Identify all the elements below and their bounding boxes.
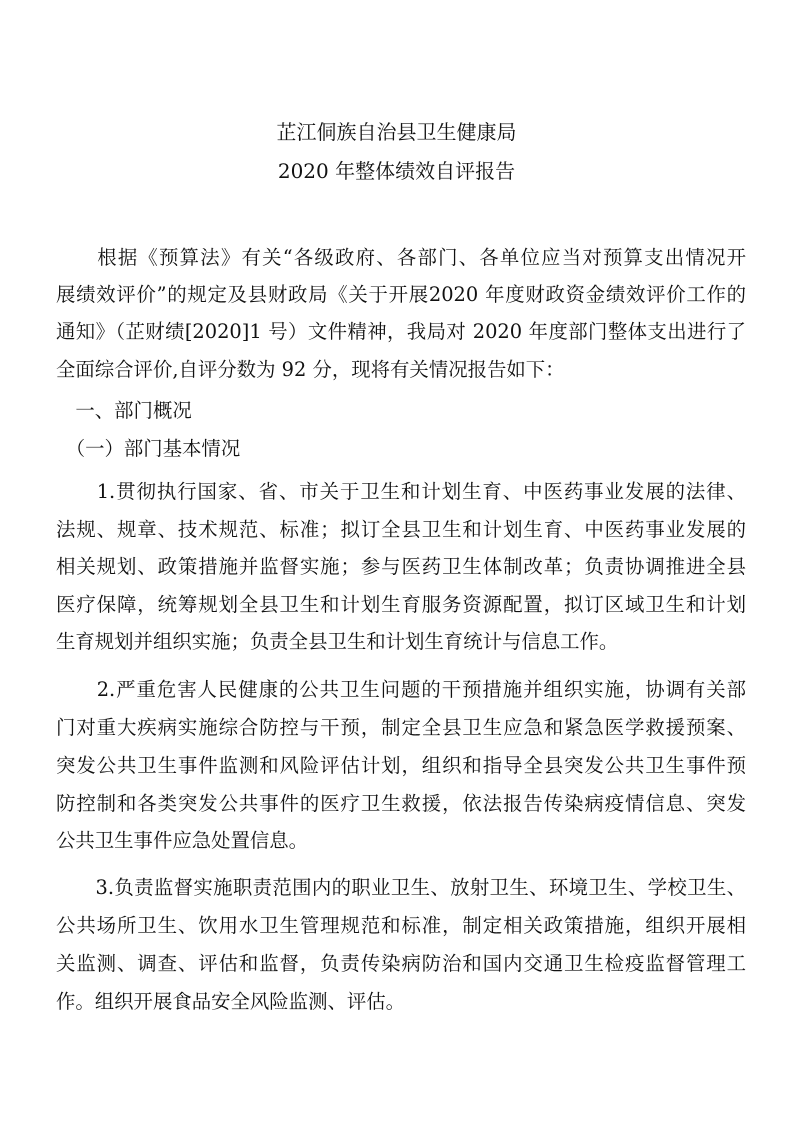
subsection-heading: （一）部门基本情况	[56, 437, 241, 460]
paragraph-line: 公共卫生事件应急处置信息。	[56, 829, 309, 852]
paragraph-line: 门对重大疾病实施综合防控与干预，制定全县卫生应急和紧急医学救援预案、	[56, 716, 746, 739]
paragraph-line: 防控制和各类突发公共事件的医疗卫生救援，依法报告传染病疫情信息、突发	[56, 792, 746, 815]
paragraph-line: 生育规划并组织实施；负责全县卫生和计划生育统计与信息工作。	[56, 630, 619, 653]
paragraph-line: 医疗保障，统筹规划全县卫生和计划生育服务资源配置，拟订区域卫生和计划	[56, 593, 746, 616]
paragraph-line: 关监测、调查、评估和监督，负责传染病防治和国内交通卫生检疫监督管理工	[56, 952, 746, 975]
paragraph-line: 根据《预算法》有关“各级政府、各部门、各单位应当对预算支出情况开	[56, 246, 746, 269]
paragraph-line: 法规、规章、技术规范、标准；拟订全县卫生和计划生育、中医药事业发展的	[56, 518, 746, 541]
paragraph-line: 相关规划、政策措施并监督实施；参与医药卫生体制改革；负责协调推进全县	[56, 555, 746, 578]
paragraph-line: 全面综合评价,自评分数为 92 分，现将有关情况报告如下：	[56, 358, 565, 381]
report-title-line-2: 2020 年整体绩效自评报告	[277, 159, 516, 183]
paragraph-line: 展绩效评价”的规定及县财政局《关于开展2020 年度财政资金绩效评价工作的	[56, 283, 746, 306]
paragraph-line: 公共场所卫生、饮用水卫生管理规范和标准，制定相关政策措施，组织开展相	[56, 914, 746, 937]
paragraph-line: 3.负责监督实施职责范围内的职业卫生、放射卫生、环境卫生、学校卫生、	[56, 876, 746, 899]
section-heading: 一、部门概况	[56, 399, 192, 422]
paragraph-line: 突发公共卫生事件监测和风险评估计划，组织和指导全县突发公共卫生事件预	[56, 754, 746, 777]
report-title-line-1: 芷江侗族自治县卫生健康局	[276, 120, 517, 144]
paragraph-line: 作。组织开展食品安全风险监测、评估。	[56, 990, 406, 1013]
paragraph-line: 通知》（芷财绩[2020]1 号）文件精神，我局对 2020 年度部门整体支出进行了	[56, 320, 746, 343]
paragraph-line: 1.贯彻执行国家、省、市关于卫生和计划生育、中医药事业发展的法律、	[56, 480, 746, 503]
paragraph-line: 2.严重危害人民健康的公共卫生问题的干预措施并组织实施，协调有关部	[56, 678, 746, 701]
